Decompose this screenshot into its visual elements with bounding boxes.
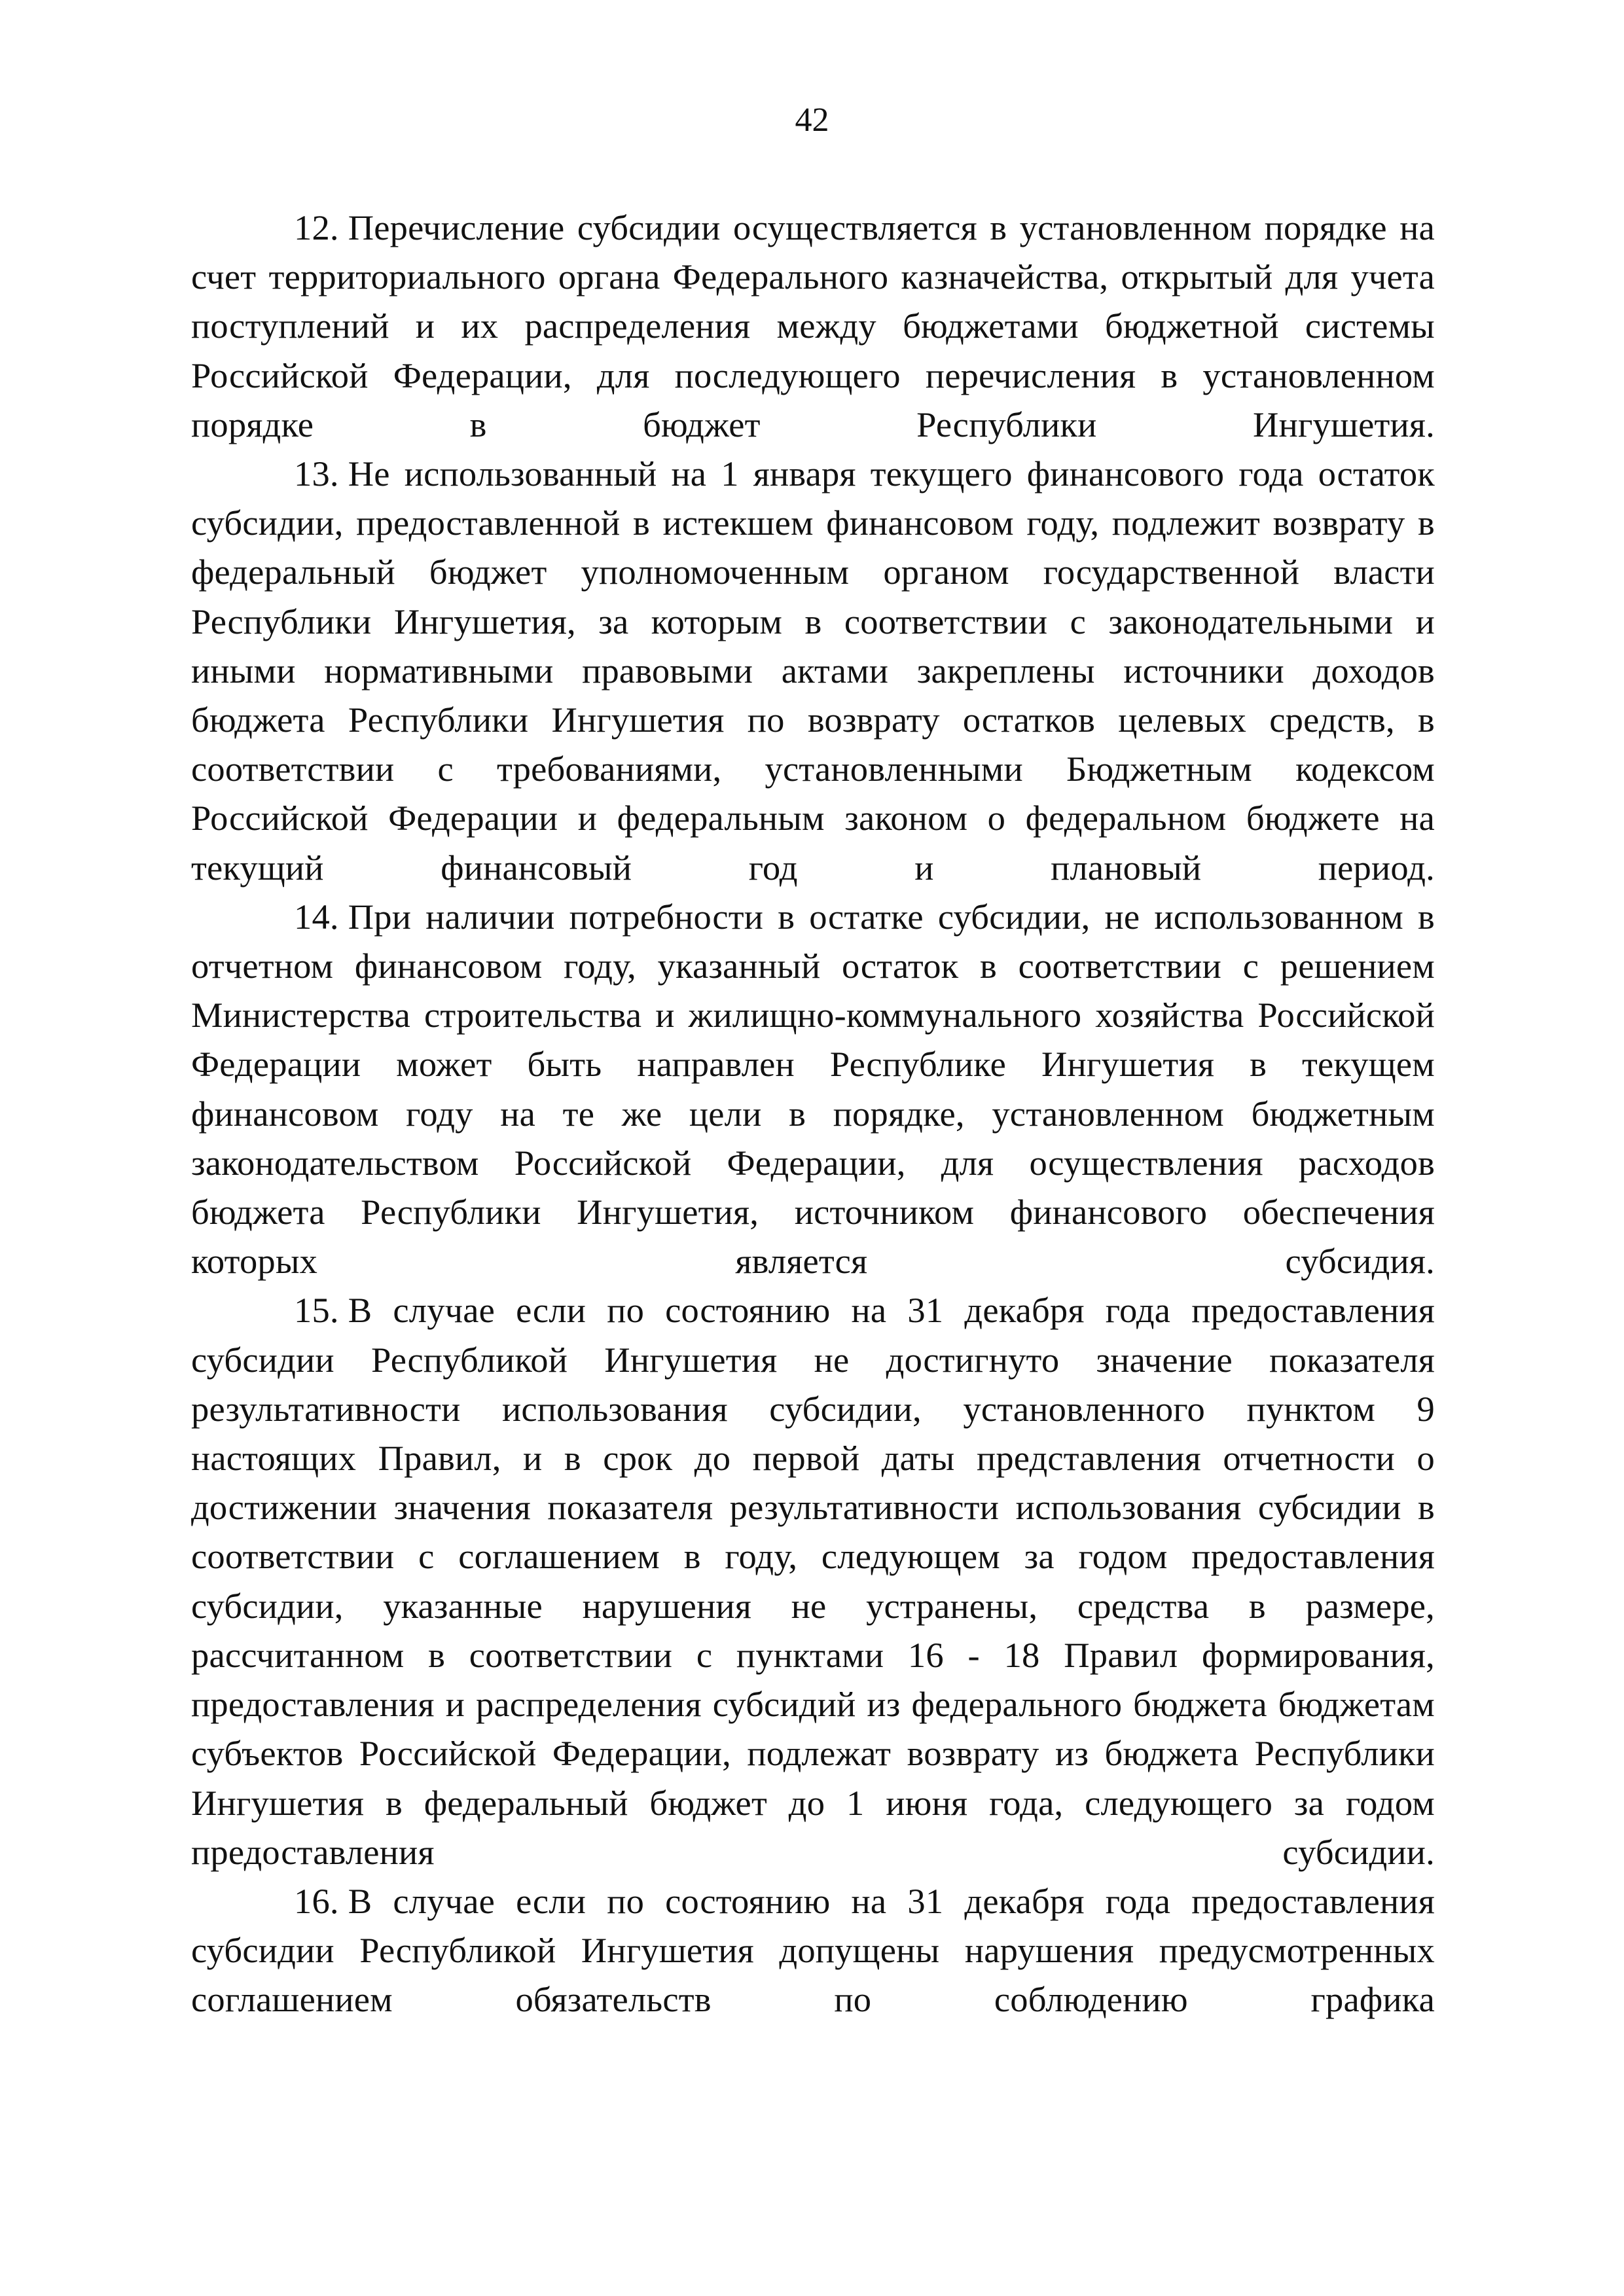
paragraph-13	[191, 449, 1435, 892]
paragraph-number: 12.	[294, 207, 339, 247]
paragraph-15	[191, 1285, 1435, 1876]
page-number: 42	[795, 101, 829, 139]
paragraph-14	[191, 892, 1435, 1286]
paragraph-number: 15.	[294, 1290, 339, 1331]
paragraph-text: Перечисление субсидии осуществляется в установленном порядке на счет территориального органа Федерального казначейства, открытый для учета поступлений и их распределения между бюджетами бюджетной системы Российской Федерации, для последующего перечисления в установленном порядке в бюджет Республики Ингушетия.	[191, 207, 1435, 444]
paragraph-number: 13.	[294, 454, 339, 494]
paragraph-text: В случае если по состоянию на 31 декабря года предоставления субсидии Республикой Ингушетия не достигнуто значение показателя результативности использования субсидии, установленного пунктом 9 настоящих Правил, и в срок до первой даты представления отчетности о достижении значения показателя результативности использования субсидии в соответствии с соглашением в году, следующем за годом предоставления субсидии, указанные нарушения не устранены, средства в размере, рассчитанном в соответствии с пунктами 16 - 18 Правил формирования, предоставления и распределения субсидий из федерального бюджета бюджетам субъектов Российской Федерации, подлежат возврату из бюджета Республики Ингушетия в федеральный бюджет до 1 июня года, следующего за годом предоставления субсидии.	[191, 1290, 1435, 1872]
paragraph-12	[191, 203, 1435, 449]
paragraph-16	[191, 1876, 1435, 2024]
paragraph-number: 14.	[294, 896, 339, 937]
paragraph-number: 16.	[294, 1880, 339, 1921]
paragraph-text: В случае если по состоянию на 31 декабря года предоставления субсидии Республикой Ингушетия допущены нарушения предусмотренных соглашением обязательств по соблюдению графика	[191, 1880, 1435, 2020]
document-body	[191, 203, 1435, 2024]
paragraph-text: Не использованный на 1 января текущего финансового года остаток субсидии, предоставленной в истекшем финансовом году, подлежит возврату в федеральный бюджет уполномоченным органом государственной власти Республики Ингушетия, за которым в соответствии с законодательными и иными нормативными правовыми актами закреплены источники доходов бюджета Республики Ингушетия по возврату остатков целевых средств, в соответствии с требованиями, установленными Бюджетным кодексом Российской Федерации и федеральным законом о федеральном бюджете на текущий финансовый год и плановый период.	[191, 454, 1435, 888]
paragraph-text: При наличии потребности в остатке субсидии, не использованном в отчетном финансовом году, указанный остаток в соответствии с решением Министерства строительства и жилищно-коммунального хозяйства Российской Федерации может быть направлен Республике Ингушетия в текущем финансовом году на те же цели в порядке, установленном бюджетным законодательством Российской Федерации, для осуществления расходов бюджета Республики Ингушетия, источником финансового обеспечения которых является субсидия.	[191, 896, 1435, 1282]
